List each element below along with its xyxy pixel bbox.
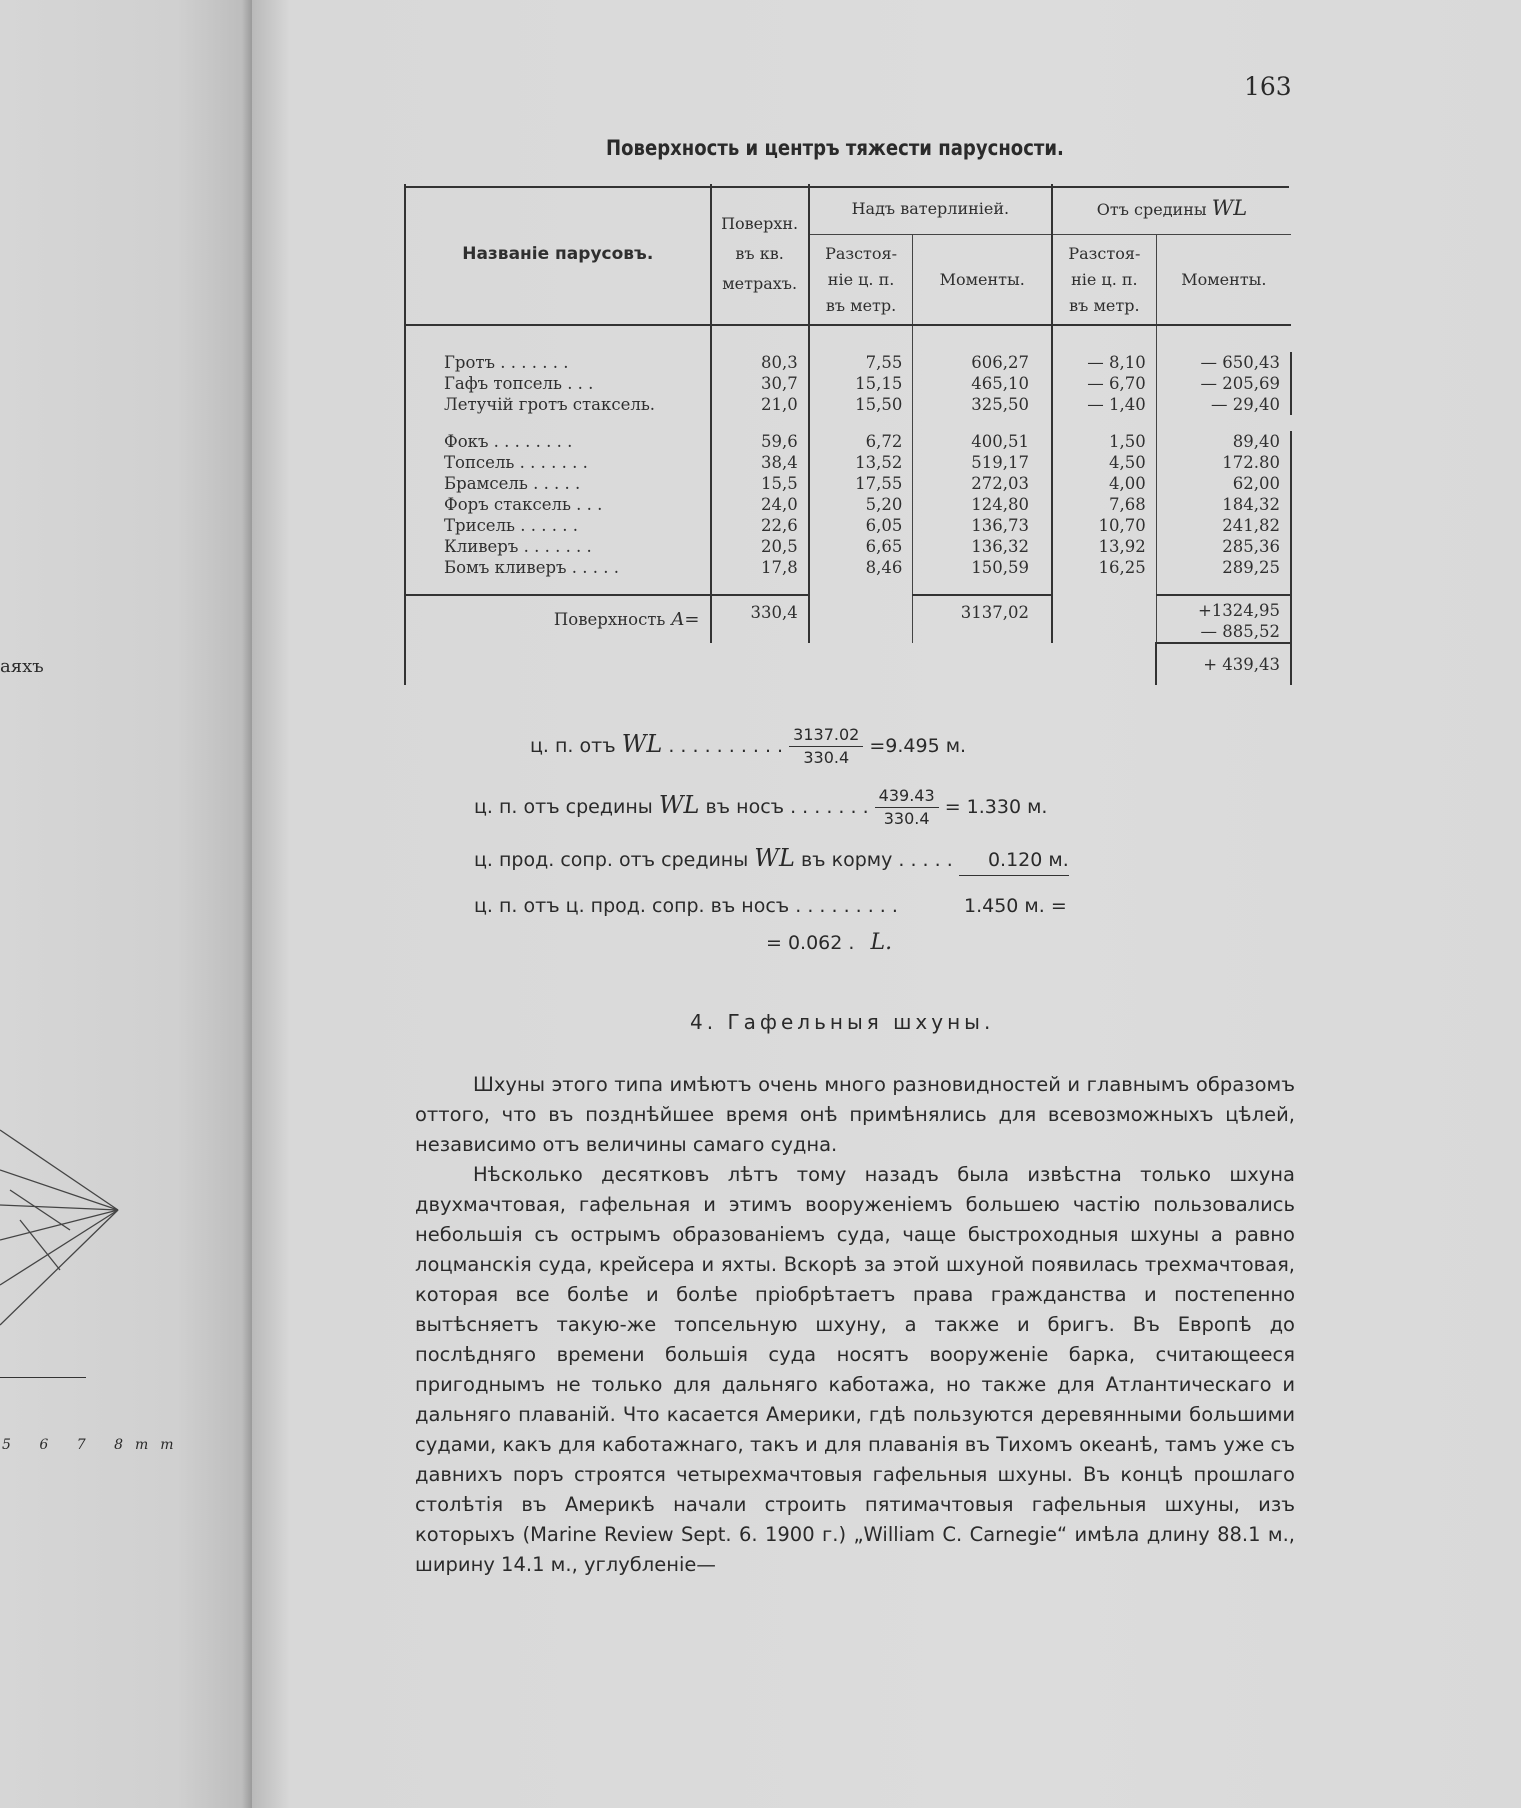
moment-mid: 184,32 xyxy=(1156,494,1291,515)
result-empty-cell xyxy=(1052,643,1156,685)
spacer-top-cell xyxy=(913,325,1052,352)
dist-mid: 4,50 xyxy=(1052,452,1156,473)
header-dist-above-l3: въ метр. xyxy=(825,295,897,315)
sail-area: 80,3 xyxy=(711,352,809,373)
dist-above: 13,52 xyxy=(809,452,913,473)
table-row xyxy=(405,494,1291,515)
sum-rule-cell xyxy=(405,578,711,595)
formula-2-label: ц. п. отъ средины xyxy=(474,796,653,818)
formula-3-tail: въ корму . . . . . xyxy=(800,849,953,871)
formula-2-result: = 1.330 м. xyxy=(944,796,1048,818)
formula-1-symbol: WL xyxy=(621,730,663,758)
total-row xyxy=(405,595,1291,643)
dist-above: 6,72 xyxy=(809,431,913,452)
result-empty-cell xyxy=(809,643,913,685)
sum-rule-cell xyxy=(913,578,1052,595)
formula-cp-from-middle-wl xyxy=(474,785,1047,830)
table-row xyxy=(405,352,1291,373)
moment-mid: — 29,40 xyxy=(1156,394,1291,415)
header-area-line2: въ кв. xyxy=(735,244,784,263)
total-empty-dist-mid xyxy=(1052,595,1156,643)
spacer-mid-cell xyxy=(1156,415,1291,431)
dist-above: 5,20 xyxy=(809,494,913,515)
dist-mid: — 1,40 xyxy=(1052,394,1156,415)
formula-3-result: 0.120 м. xyxy=(959,849,1069,876)
sum-rule-cell xyxy=(711,578,809,595)
paragraph-2: Нѣсколько десятковъ лѣтъ тому назадъ была извѣстна только шхуна двухмачтовая, гафельная и этимъ вооруженіемъ большею частію пользовались небольшія съ острымъ образованіемъ суда, чаще быстроходныя шхуны а равно лоцманскія суда, крейсера и яхты. Вскорѣ за этой шхуной появилась трехмачтовая, которая все болѣе и болѣе пріобрѣтаетъ права гражданства и постепенно вытѣсняетъ такую-же топсельную шхуну, а также и бригъ. Въ Европѣ до послѣдняго времени большія суда носятъ вооруженіе барка, считающееся пригоднымъ не только для дальняго каботажа, но также для Атлантическаго и дальняго плаваній. Что касается Америки, гдѣ пользуются деревянными большими судами, какъ для каботажнаго, такъ и для плаванія въ Тихомъ океанѣ, тамъ уже съ давнихъ поръ строятся четырехмачтовыя гафельныя шхуны. Въ концѣ прошлаго столѣтія въ Америкѣ начали строить пятимачтовыя гафельныя шхуны, изъ которыхъ (Marine Review Sept. 6. 1900 г.) „William C. Carnegie“ имѣла длину 88.1 м., ширину 14.1 м., углубленіе— xyxy=(415,1163,1295,1576)
formula-5-value: = 0.062 . xyxy=(766,932,855,954)
header-sail-name: Названіе парусовъ. xyxy=(405,184,711,325)
total-empty-dist xyxy=(809,595,913,643)
sail-area: 21,0 xyxy=(711,394,809,415)
dist-above: 17,55 xyxy=(809,473,913,494)
header-dist-mid-l3: въ метр. xyxy=(1069,295,1140,315)
formula-2-tail: въ носъ . . . . . . . xyxy=(705,796,869,818)
spacer-mid-cell xyxy=(711,415,809,431)
formula-5-symbol: L. xyxy=(870,930,893,955)
spacer-mid-cell xyxy=(405,415,711,431)
total-label-text: Поверхность xyxy=(553,609,666,629)
table-row xyxy=(405,452,1291,473)
spacer-mid xyxy=(405,415,1291,431)
sum-rule-cell xyxy=(1052,578,1156,595)
dist-mid: 16,25 xyxy=(1052,557,1156,578)
spacer-mid-cell xyxy=(809,415,913,431)
moment-above: 325,50 xyxy=(913,394,1052,415)
sum-rule-cell xyxy=(809,578,913,595)
table-row xyxy=(405,431,1291,452)
table-row xyxy=(405,394,1291,415)
formula-clr-from-middle-wl xyxy=(474,844,1069,876)
moment-mid: 289,25 xyxy=(1156,557,1291,578)
left-page xyxy=(0,0,252,1808)
left-page-text-fragment: аяхъ xyxy=(0,656,44,677)
formula-1-numerator: 3137.02 xyxy=(789,724,863,747)
formula-cp-from-wl xyxy=(530,724,966,769)
paragraph-1: Шхуны этого типа имѣютъ очень много разновидностей и главнымъ образомъ оттого, что въ позднѣйшее время онѣ примѣнялись для всевозможныхъ цѣлей, независимо отъ величины самаго судна. xyxy=(415,1073,1295,1156)
spacer-mid-cell xyxy=(913,415,1052,431)
formula-4-result: 1.450 м. = xyxy=(963,895,1067,917)
header-from-middle-label: Отъ средины xyxy=(1096,200,1207,220)
sail-name: Гафъ топсель . . . xyxy=(405,373,711,394)
header-wl-symbol: WL xyxy=(1211,196,1248,221)
table-row xyxy=(405,515,1291,536)
dist-mid: — 6,70 xyxy=(1052,373,1156,394)
dist-above: 6,05 xyxy=(809,515,913,536)
formula-2-fraction xyxy=(875,785,939,830)
formula-3-symbol: WL xyxy=(754,844,795,872)
sail-area: 15,5 xyxy=(711,473,809,494)
dist-mid: 7,68 xyxy=(1052,494,1156,515)
formula-3-label: ц. прод. сопр. отъ средины xyxy=(474,849,749,871)
moment-above: 136,73 xyxy=(913,515,1052,536)
formula-1-result: =9.495 м. xyxy=(869,735,967,757)
dist-above: 15,15 xyxy=(809,373,913,394)
formula-1-label: ц. п. отъ xyxy=(530,735,616,757)
dist-mid: 4,00 xyxy=(1052,473,1156,494)
sail-name: Трисель . . . . . . xyxy=(405,515,711,536)
left-page-scale: 5 6 7 8тт xyxy=(2,1437,186,1453)
moment-above: 124,80 xyxy=(913,494,1052,515)
header-moment-mid: Моменты. xyxy=(1156,235,1291,325)
dist-above: 15,50 xyxy=(809,394,913,415)
header-dist-mid-l2: ніе ц. п. xyxy=(1071,269,1138,289)
table-row xyxy=(405,557,1291,578)
table-row xyxy=(405,473,1291,494)
sail-name: Кливеръ . . . . . . . xyxy=(405,536,711,557)
sail-name: Брамсель . . . . . xyxy=(405,473,711,494)
formula-1-fraction xyxy=(789,724,863,769)
header-dist-mid xyxy=(1052,235,1156,325)
header-area xyxy=(711,184,809,325)
mid-plus: +1324,95 xyxy=(1197,601,1280,620)
sail-area: 22,6 xyxy=(711,515,809,536)
moment-mid: 62,00 xyxy=(1156,473,1291,494)
header-moment-above: Моменты. xyxy=(913,235,1052,325)
header-from-middle-wl xyxy=(1052,184,1291,235)
total-moment: 3137,02 xyxy=(913,595,1052,643)
moment-mid: 172.80 xyxy=(1156,452,1291,473)
header-dist-mid-l1: Разстоя- xyxy=(1068,243,1141,263)
sail-name: Летучій гротъ стаксель. xyxy=(405,394,711,415)
total-symbol: A= xyxy=(671,608,700,630)
formula-2-symbol: WL xyxy=(658,791,700,819)
moment-above: 465,10 xyxy=(913,373,1052,394)
spacer-top-cell xyxy=(711,325,809,352)
moment-mid: — 205,69 xyxy=(1156,373,1291,394)
moment-mid: 89,40 xyxy=(1156,431,1291,452)
formula-ratio-l xyxy=(766,930,892,955)
table-row xyxy=(405,536,1291,557)
moment-above: 519,17 xyxy=(913,452,1052,473)
section-title: 4. Гафельныя шхуны. xyxy=(690,1010,995,1034)
result-empty-cell xyxy=(913,643,1052,685)
left-page-baseline xyxy=(0,1377,86,1378)
sum-rule-row xyxy=(405,578,1291,595)
sails-table xyxy=(404,184,1292,710)
sail-name: Форъ стаксель . . . xyxy=(405,494,711,515)
mid-result: + 439,43 xyxy=(1156,643,1291,685)
left-page-diagram-fragment xyxy=(0,1110,130,1370)
total-label xyxy=(405,595,711,643)
moment-above: 272,03 xyxy=(913,473,1052,494)
table-row xyxy=(405,373,1291,394)
header-above-waterline: Надъ ватерлиніей. xyxy=(809,184,1052,235)
body-text xyxy=(415,1070,1295,1580)
spacer-mid-cell xyxy=(1052,415,1156,431)
result-row xyxy=(405,643,1291,685)
header-dist-above-l1: Разстоя- xyxy=(825,243,898,263)
sail-name: Фокъ . . . . . . . . xyxy=(405,431,711,452)
dist-above: 8,46 xyxy=(809,557,913,578)
moment-mid: 285,36 xyxy=(1156,536,1291,557)
dist-mid: 13,92 xyxy=(1052,536,1156,557)
dist-above: 6,65 xyxy=(809,536,913,557)
spacer-top-cell xyxy=(1156,325,1291,352)
spacer-top-cell xyxy=(405,325,711,352)
mid-minus: — 885,52 xyxy=(1200,622,1280,641)
dist-mid: — 8,10 xyxy=(1052,352,1156,373)
sail-area: 38,4 xyxy=(711,452,809,473)
header-dist-above-l2: ніе ц. п. xyxy=(827,269,895,289)
formula-cp-from-clr xyxy=(474,895,1067,917)
result-empty-cell xyxy=(405,643,711,685)
page-number: 163 xyxy=(1244,72,1292,101)
dist-mid: 10,70 xyxy=(1052,515,1156,536)
sail-name: Бомъ кливеръ . . . . . xyxy=(405,557,711,578)
moment-mid: — 650,43 xyxy=(1156,352,1291,373)
sail-name: Гротъ . . . . . . . xyxy=(405,352,711,373)
total-area: 330,4 xyxy=(711,595,809,643)
result-empty-cell xyxy=(711,643,809,685)
spacer-top xyxy=(405,325,1291,352)
table-title: Поверхность и центръ тяжести парусности. xyxy=(606,136,1064,160)
sail-name: Топсель . . . . . . . xyxy=(405,452,711,473)
spacer-top-cell xyxy=(809,325,913,352)
moment-above: 400,51 xyxy=(913,431,1052,452)
formula-2-numerator: 439.43 xyxy=(875,785,939,808)
moment-above: 150,59 xyxy=(913,557,1052,578)
header-area-line3: метрахъ. xyxy=(722,274,798,293)
sum-rule-cell xyxy=(1156,578,1291,595)
sail-area: 24,0 xyxy=(711,494,809,515)
moment-above: 606,27 xyxy=(913,352,1052,373)
formula-1-denominator: 330.4 xyxy=(803,748,850,767)
spacer-top-cell xyxy=(1052,325,1156,352)
total-moment-mid xyxy=(1156,595,1291,643)
header-dist-above xyxy=(809,235,913,325)
dist-above: 7,55 xyxy=(809,352,913,373)
formula-2-denominator: 330.4 xyxy=(883,809,930,828)
moment-above: 136,32 xyxy=(913,536,1052,557)
formula-4-label: ц. п. отъ ц. прод. сопр. въ носъ . . . . . . . . . xyxy=(474,895,898,917)
sail-area: 17,8 xyxy=(711,557,809,578)
sail-area: 30,7 xyxy=(711,373,809,394)
sail-area: 20,5 xyxy=(711,536,809,557)
formula-1-dots: . . . . . . . . . . xyxy=(668,735,784,757)
moment-mid: 241,82 xyxy=(1156,515,1291,536)
sail-area: 59,6 xyxy=(711,431,809,452)
header-area-line1: Поверхн. xyxy=(721,214,799,233)
dist-mid: 1,50 xyxy=(1052,431,1156,452)
